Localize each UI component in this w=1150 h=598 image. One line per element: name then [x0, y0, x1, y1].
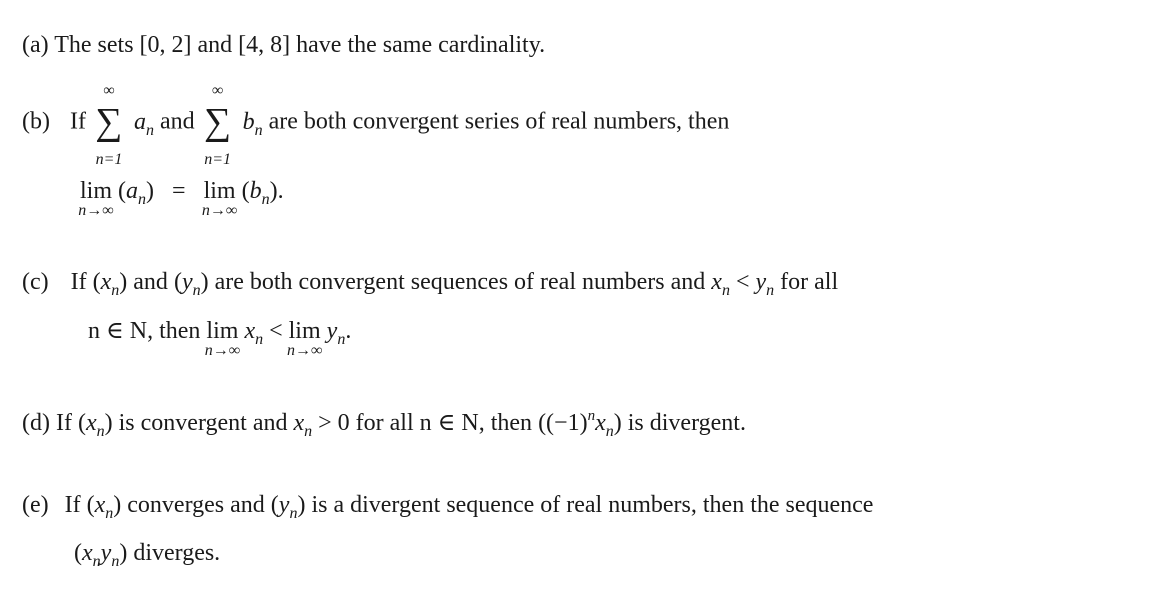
item-d-label: (d)	[22, 410, 50, 436]
item-d: (d) If $(x_n)$ is convergent and $x_n > 0$ for all n ∈ N, then $((-1)^nx_n)$ is divergent.	[22, 408, 746, 440]
b-n: $b_n$	[242, 108, 263, 139]
item-c-and: and	[133, 269, 168, 295]
sum-a	[92, 82, 126, 168]
item-e-line2: $(x_ny_n)$ diverges.	[74, 540, 221, 570]
lim-y: lim n→∞	[286, 318, 323, 359]
lim-a: lim n→∞	[78, 178, 114, 219]
item-b-line2: lim n→∞ $(a_n) = \lim$ n→∞ $(b_n)$.	[78, 178, 284, 219]
sum-b-symbol: ∑	[204, 101, 232, 143]
item-a	[22, 33, 545, 57]
sum-b-lower: n=1	[204, 151, 232, 168]
item-b-rest: are both convergent series of real numbers, then	[268, 108, 730, 135]
item-e-if: If	[64, 492, 81, 518]
sum-b-upper: ∞	[211, 82, 224, 99]
sum-b	[201, 82, 235, 168]
sum-a-lower: n=1	[95, 151, 123, 168]
item-d-if: If	[55, 410, 72, 436]
item-e-converges: converges and	[127, 492, 265, 518]
sum-a-upper: ∞	[103, 82, 115, 99]
item-c-forall: for all	[780, 269, 839, 295]
item-c-line2: n ∈ N, then lim n→∞ $x_n < \lim$ n→∞ $y_n$.	[88, 318, 352, 359]
item-d-end: is divergent.	[627, 410, 746, 436]
item-c-mid: are both convergent sequences of real numbers and	[214, 269, 706, 295]
equals: =	[172, 178, 186, 204]
item-b-if: If	[69, 108, 86, 135]
item-b-and: and	[159, 108, 195, 135]
item-d-gt0: > 0 for all	[318, 410, 414, 436]
item-b-label: (b)	[22, 108, 50, 135]
lim-b: lim n→∞	[201, 178, 238, 219]
item-c-label: (c)	[22, 269, 49, 295]
item-c-n-in-N: n ∈ N, then	[88, 318, 201, 344]
item-c-line1: (c) If $(x_n)$ and $(y_n)$ are both convergent sequences of real numbers and $x_n < y_n$ for all	[22, 269, 839, 299]
item-e-label: (e)	[22, 492, 49, 518]
item-a-text: The sets [0, 2] and [4, 8] have the same cardinality.	[54, 32, 546, 58]
item-e-mid: is a divergent sequence of real numbers, then the sequence	[311, 492, 874, 518]
sum-a-symbol: ∑	[95, 101, 123, 143]
lim-x: lim n→∞	[204, 318, 241, 359]
item-e-diverges: diverges.	[133, 540, 221, 566]
item-a-label: (a)	[22, 32, 49, 58]
item-e-line1: (e) If $(x_n)$ converges and $(y_n)$ is a divergent sequence of real numbers, then the sequence	[22, 492, 874, 522]
item-d-inN: n ∈ N, then	[419, 410, 533, 436]
item-b-line1	[22, 82, 730, 168]
a-n: $a_n$	[133, 108, 154, 139]
item-d-mid: is convergent and	[118, 410, 288, 436]
item-c-if: If	[70, 269, 87, 295]
